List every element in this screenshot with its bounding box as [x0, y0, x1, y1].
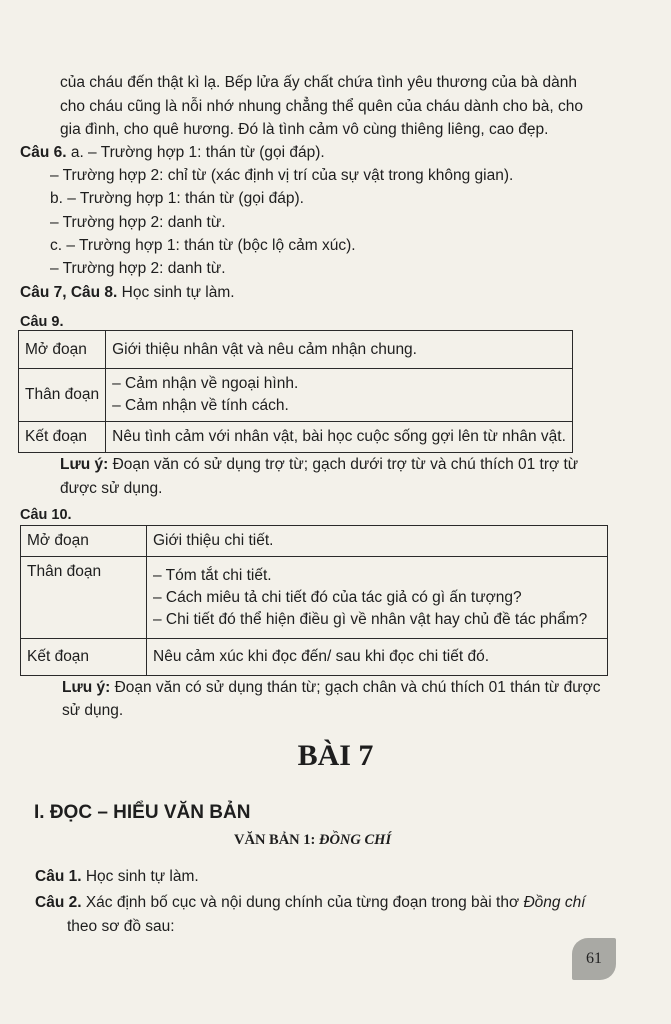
table-cell-part: Thân đoạn	[21, 557, 147, 639]
question-9-label: Câu 9.	[20, 314, 64, 330]
question-7-8	[20, 283, 235, 303]
paragraph-line: của cháu đến thật kì lạ. Bếp lửa ấy chất chứa tình yêu thương của bà dành	[60, 74, 577, 91]
paragraph-line: gia đình, cho quê hương. Đó là tình cảm vô cùng thiêng liêng, cao đẹp.	[60, 121, 549, 138]
table-row	[19, 331, 573, 369]
note-text: sử dụng.	[62, 702, 124, 719]
table-row	[19, 369, 573, 422]
table-cell-content	[147, 557, 608, 639]
note-text: Đoạn văn có sử dụng thán từ; gạch chân và chú thích 01 thán từ được	[114, 679, 601, 696]
table-cell-part: Kết đoạn	[19, 422, 106, 453]
question-label: Câu 6.	[20, 144, 67, 161]
table-cell-part: Mở đoạn	[21, 526, 147, 557]
content-line: – Tóm tắt chi tiết.	[153, 566, 272, 584]
table-row	[21, 557, 608, 639]
answer-line: – Trường hợp 2: danh từ.	[50, 260, 226, 277]
answer-text: Học sinh tự làm.	[121, 284, 235, 301]
question-10-table	[20, 525, 608, 676]
note-text: được sử dụng.	[60, 480, 163, 497]
page-number-tab	[572, 938, 616, 980]
question-10-label: Câu 10.	[20, 507, 72, 523]
note-label: Lưu ý:	[62, 679, 111, 696]
lesson-title: BÀI 7	[297, 739, 374, 772]
content-line: – Cảm nhận về ngoại hình.	[112, 375, 299, 392]
question-9-table	[18, 330, 573, 453]
table-cell-content: Nêu tình cảm với nhân vật, bài học cuộc sống gợi lên từ nhân vật.	[106, 422, 573, 453]
text-title-prefix: VĂN BẢN 1:	[234, 832, 319, 848]
answer-line: b. – Trường hợp 1: thán từ (gọi đáp).	[50, 190, 304, 207]
table-row	[19, 422, 573, 453]
question-label: Câu 1.	[35, 868, 82, 885]
answer-line: a. – Trường hợp 1: thán từ (gọi đáp).	[70, 144, 325, 161]
answer-line: – Trường hợp 2: chỉ từ (xác định vị trí của sự vật trong không gian).	[50, 167, 514, 184]
content-line: – Cảm nhận về tính cách.	[112, 397, 289, 414]
answer-text: theo sơ đồ sau:	[67, 918, 175, 935]
page-number: 61	[586, 950, 602, 967]
table-cell-content	[106, 369, 573, 422]
table-cell-part: Thân đoạn	[19, 369, 106, 422]
note-label: Lưu ý:	[60, 456, 109, 473]
text-title-name: ĐỒNG CHÍ	[318, 832, 392, 848]
section-heading: I. ĐỌC – HIỂU VĂN BẢN	[34, 802, 251, 823]
question-label: Câu 2.	[35, 894, 82, 911]
answer-line: – Trường hợp 2: danh từ.	[50, 214, 226, 231]
answer-text: Học sinh tự làm.	[85, 868, 199, 885]
question-1	[35, 867, 199, 887]
table-cell-content: Giới thiệu nhân vật và nêu cảm nhận chung.	[106, 331, 573, 369]
table-row	[21, 526, 608, 557]
poem-title: Đồng chí	[523, 894, 586, 911]
content-line: – Cách miêu tả chi tiết đó của tác giả có gì ấn tượng?	[153, 588, 522, 606]
paragraph-line: cho cháu cũng là nỗi nhớ nhung chẳng thể quên của cháu dành cho bà, cho	[60, 98, 583, 115]
answer-text: Xác định bố cục và nội dung chính của từng đoạn trong bài thơ	[85, 894, 524, 911]
table-cell-part: Mở đoạn	[19, 331, 106, 369]
text-title	[234, 830, 391, 850]
table-cell-content: Nêu cảm xúc khi đọc đến/ sau khi đọc chi tiết đó.	[147, 639, 608, 676]
note-text: Đoạn văn có sử dụng trợ từ; gạch dưới trợ từ và chú thích 01 trợ từ	[112, 456, 579, 473]
question-label: Câu 7, Câu 8.	[20, 284, 118, 301]
content-line: – Chi tiết đó thể hiện điều gì về nhân vật hay chủ đề tác phẩm?	[153, 610, 588, 628]
table-row	[21, 639, 608, 676]
answer-line: c. – Trường hợp 1: thán từ (bộc lộ cảm xúc).	[50, 237, 356, 254]
table-cell-content: Giới thiệu chi tiết.	[147, 526, 608, 557]
table-cell-part: Kết đoạn	[21, 639, 147, 676]
